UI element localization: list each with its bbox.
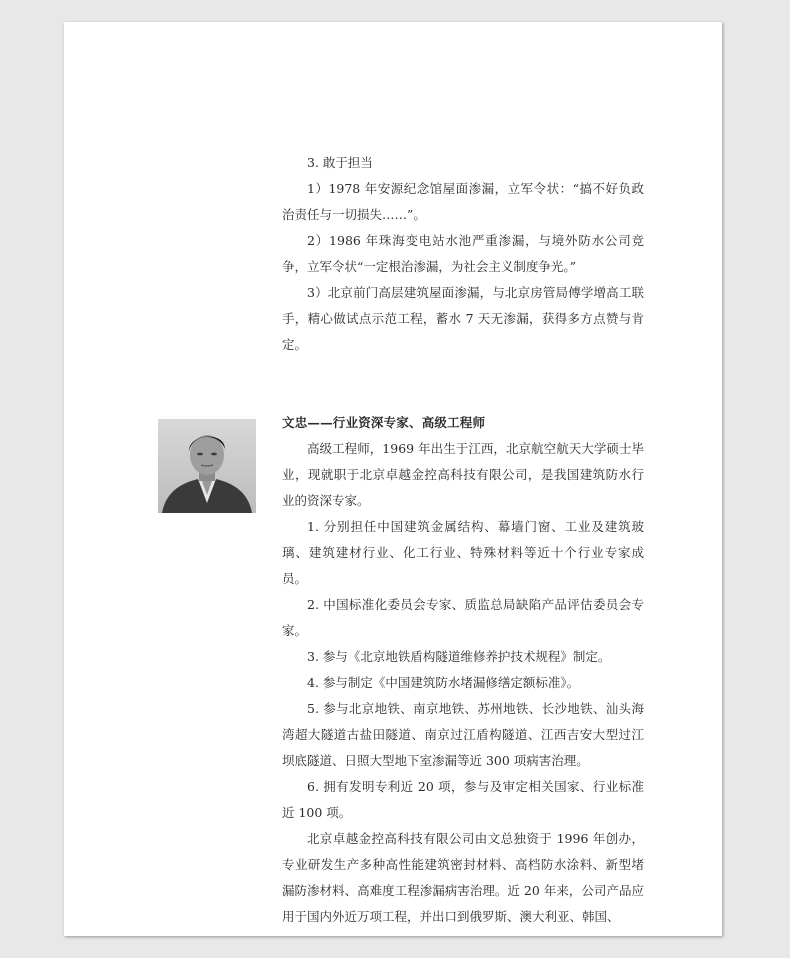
profile-paragraph: 3. 参与《北京地铁盾构隧道维修养护技术规程》制定。 [307,649,611,664]
portrait-photo-image [158,419,256,513]
profile-paragraph: 5. 参与北京地铁、南京地铁、苏州地铁、长沙地铁、汕头海湾超大隧道古盐田隧道、南京过江盾构隧道、江西吉安大型过江坝底隧道、日照大型地下室渗漏等近 300 项病害治理。 [282,701,644,768]
profile-heading: 文忠——行业资深专家、高级工程师 [282,415,486,430]
section-item: 1）1978 年安源纪念馆屋面渗漏，立军令状：“搞不好负政治责任与一切损失……”。 [282,181,644,222]
profile-paragraph: 1. 分别担任中国建筑金属结构、幕墙门窗、工业及建筑玻璃、建筑建材行业、化工行业、特殊材料等近十个行业专家成员。 [282,519,644,586]
portrait-photo [158,419,256,513]
profile-paragraph: 4. 参与制定《中国建筑防水堵漏修缮定额标准》。 [307,675,580,690]
profile-section [282,410,644,930]
profile-paragraph: 高级工程师，1969 年出生于江西，北京航空航天大学硕士毕业，现就职于北京卓越金控高科技有限公司，是我国建筑防水行业的资深专家。 [282,441,644,508]
section-title: 3. 敢于担当 [307,155,373,170]
section-item: 2）1986 年珠海变电站水池严重渗漏，与境外防水公司竞争，立军令状“一定根治渗漏，为社会主义制度争光。” [282,233,644,274]
profile-paragraph: 6. 拥有发明专利近 20 项，参与及审定相关国家、行业标准近 100 项。 [282,779,644,820]
profile-paragraph: 北京卓越金控高科技有限公司由文总独资于 1996 年创办，专业研发生产多种高性能建筑密封材料、高档防水涂料、新型堵漏防渗材料、高难度工程渗漏病害治理。近 20 年来，公司产品应用于国内外近万项工程，并出口到俄罗斯、澳大利亚、韩国、 [282,831,644,924]
document-page [64,22,722,936]
profile-paragraph: 2. 中国标准化委员会专家、质监总局缺陷产品评估委员会专家。 [282,597,644,638]
section-item: 3）北京前门高层建筑屋面渗漏，与北京房管局傅学增高工联手，精心做试点示范工程，蓄水 7 天无渗漏，获得多方点赞与肯定。 [282,285,644,352]
section-dare-to-take-responsibility [282,150,644,358]
